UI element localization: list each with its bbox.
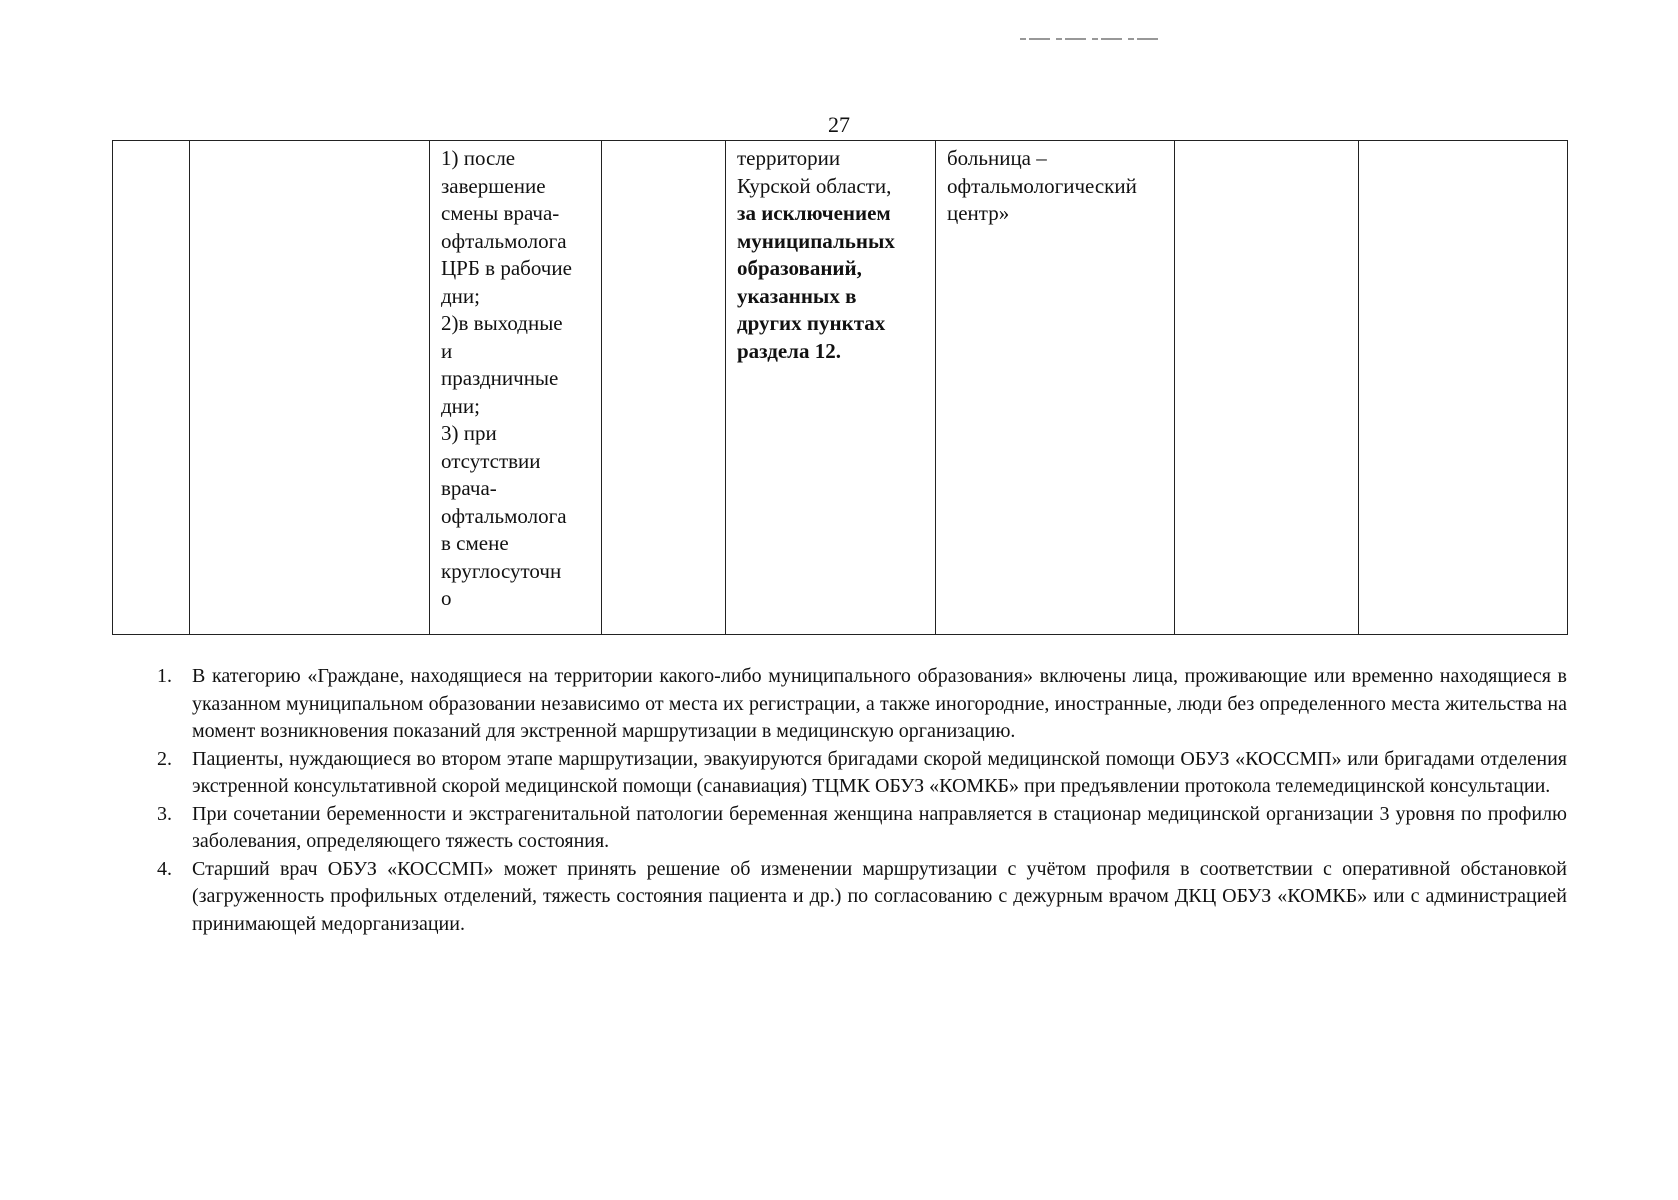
cell-line: 2)в выходные — [441, 311, 563, 335]
table-cell-2 — [190, 141, 430, 635]
cell-line: врача- — [441, 476, 497, 500]
footnote-text: Старший врач ОБУЗ «КОССМП» может принять решение об изменении маршрутизации с учётом профиля в соответствии с оперативной обстановкой (загруженность профильных отделений, тяжесть состояния пациента и др.) по согласованию с дежурным врачом ДКЦ ОБУЗ «КОМКБ» или с администрацией принимающей медорганизации. — [192, 857, 1567, 935]
table-cell-1 — [113, 141, 190, 635]
cell-line-bold: муниципальных — [737, 228, 895, 253]
cell-line: 1) после — [441, 146, 516, 170]
footnote-item — [145, 801, 1567, 856]
cell-line: офтальмолога — [441, 503, 567, 528]
cell-line: о — [441, 586, 452, 610]
table-cell-hospital — [936, 141, 1175, 635]
cell-line: дни; — [441, 393, 480, 418]
table-cell-territory — [726, 141, 936, 635]
table-cell-schedule — [430, 141, 602, 635]
cell-line: 3) при — [441, 421, 497, 445]
cell-line: больница – — [947, 146, 1047, 170]
cell-line-bold: других пунктах — [737, 311, 886, 335]
cell-line-bold: образований, — [737, 256, 862, 280]
cell-line: офтальмолога — [441, 228, 567, 253]
footnote-text: Пациенты, нуждающиеся во втором этапе маршрутизации, эвакуируются бригадами скорой медицинской помощи ОБУЗ «КОССМП» или бригадами отделения экстренной консультативной скорой медицинской помощи (санавиация) ТЦМК ОБУЗ «КОМКБ» при предъявлении протокола телемедицинской консультации. — [192, 747, 1567, 797]
table-cell-4 — [602, 141, 726, 635]
cell-line: отсутствии — [441, 448, 541, 473]
page-number: 27 — [828, 112, 850, 137]
cell-line: и — [441, 338, 453, 363]
footnote-number: 2. — [157, 747, 172, 770]
footnote-item — [145, 856, 1567, 939]
cell-line-bold: раздела 12. — [737, 338, 841, 363]
cell-line: в смене — [441, 531, 509, 555]
table-cell-8 — [1359, 141, 1568, 635]
cell-line: праздничные — [441, 366, 559, 390]
cell-line: офтальмологический — [947, 173, 1137, 198]
footnote-text: В категорию «Граждане, находящиеся на территории какого-либо муниципального образования» включены лица, проживающие или временно находящиеся в указанном муниципальном образовании независимо от места их регистрации, а также иногородние, иностранные, люди без определенного места жительства на момент возникновения показаний для экстренной маршрутизации в медицинскую организацию. — [192, 665, 1567, 742]
scan-artifact — [1020, 38, 1160, 40]
cell-line-bold: указанных в — [737, 283, 857, 308]
routing-table — [112, 140, 1568, 635]
footnote-number: 3. — [157, 802, 172, 825]
table-row — [113, 141, 1568, 635]
cell-line: дни; — [441, 283, 480, 308]
footnote-number: 1. — [157, 665, 172, 687]
cell-line: ЦРБ в рабочие — [441, 256, 572, 280]
cell-line: смены врача- — [441, 201, 560, 225]
footnote-number: 4. — [157, 857, 172, 880]
cell-line: территории — [737, 146, 841, 170]
table-cell-7 — [1175, 141, 1359, 635]
cell-line: круглосуточн — [441, 558, 562, 583]
cell-line: завершение — [441, 173, 546, 198]
footnotes-list — [145, 663, 1567, 938]
cell-line: Курской области, — [737, 173, 892, 198]
cell-line: центр» — [947, 201, 1010, 225]
cell-line-bold: за исключением — [737, 201, 891, 225]
footnote-item — [145, 663, 1567, 746]
footnote-text: При сочетании беременности и экстрагенитальной патологии беременная женщина направляется в стационар медицинской организации 3 уровня по профилю заболевания, определяющего тяжесть состояния. — [192, 802, 1567, 852]
footnote-item — [145, 746, 1567, 801]
